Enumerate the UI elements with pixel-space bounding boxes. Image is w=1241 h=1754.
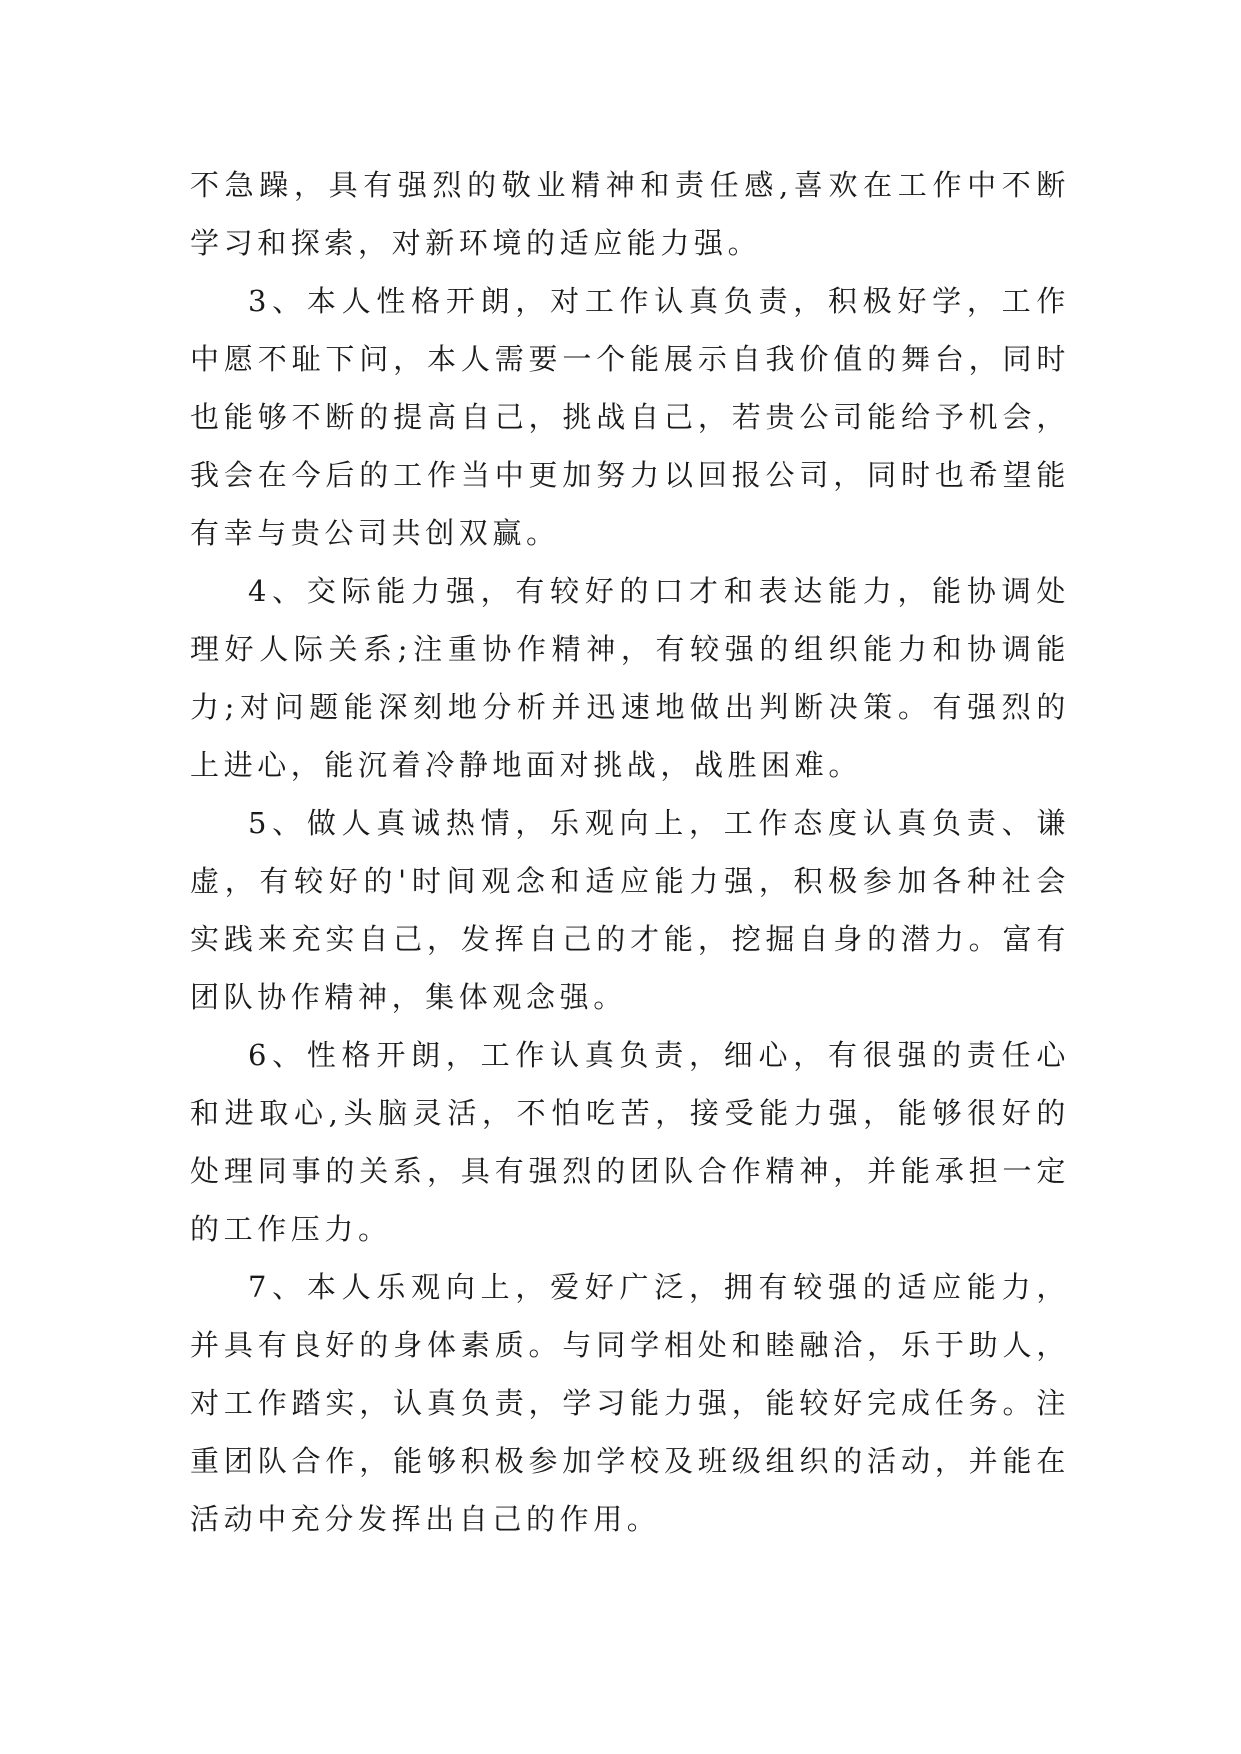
paragraph-item-4: 4、交际能力强，有较好的口才和表达能力，能协调处理好人际关系;注重协作精神，有较强的组织能力和协调能力;对问题能深刻地分析并迅速地做出判断决策。有强烈的上进心，能沉着冷静地面对挑战，战胜困难。 (190, 574, 1070, 782)
paragraph-item-5: 5、做人真诚热情，乐观向上，工作态度认真负责、谦虚，有较好的'时间观念和适应能力强，积极参加各种社会实践来充实自己，发挥自己的才能，挖掘自身的潜力。富有团队协作精神，集体观念强。 (190, 806, 1070, 1014)
paragraph-continued: 不急躁，具有强烈的敬业精神和责任感,喜欢在工作中不断学习和探索，对新环境的适应能力强。 (190, 168, 1070, 260)
paragraph-item-7: 7、本人乐观向上，爱好广泛，拥有较强的适应能力，并具有良好的身体素质。与同学相处和睦融洽，乐于助人，对工作踏实，认真负责，学习能力强，能较好完成任务。注重团队合作，能够积极参加学校及班级组织的活动，并能在活动中充分发挥出自己的作用。 (190, 1270, 1070, 1536)
paragraph-item-3: 3、本人性格开朗，对工作认真负责，积极好学，工作中愿不耻下问，本人需要一个能展示自我价值的舞台，同时也能够不断的提高自己，挑战自己，若贵公司能给予机会，我会在今后的工作当中更加努力以回报公司，同时也希望能有幸与贵公司共创双赢。 (190, 284, 1070, 550)
paragraph-item-6: 6、性格开朗，工作认真负责，细心，有很强的责任心和进取心,头脑灵活，不怕吃苦，接受能力强，能够很好的处理同事的关系，具有强烈的团队合作精神，并能承担一定的工作压力。 (190, 1038, 1070, 1246)
document-body (190, 156, 1070, 1548)
